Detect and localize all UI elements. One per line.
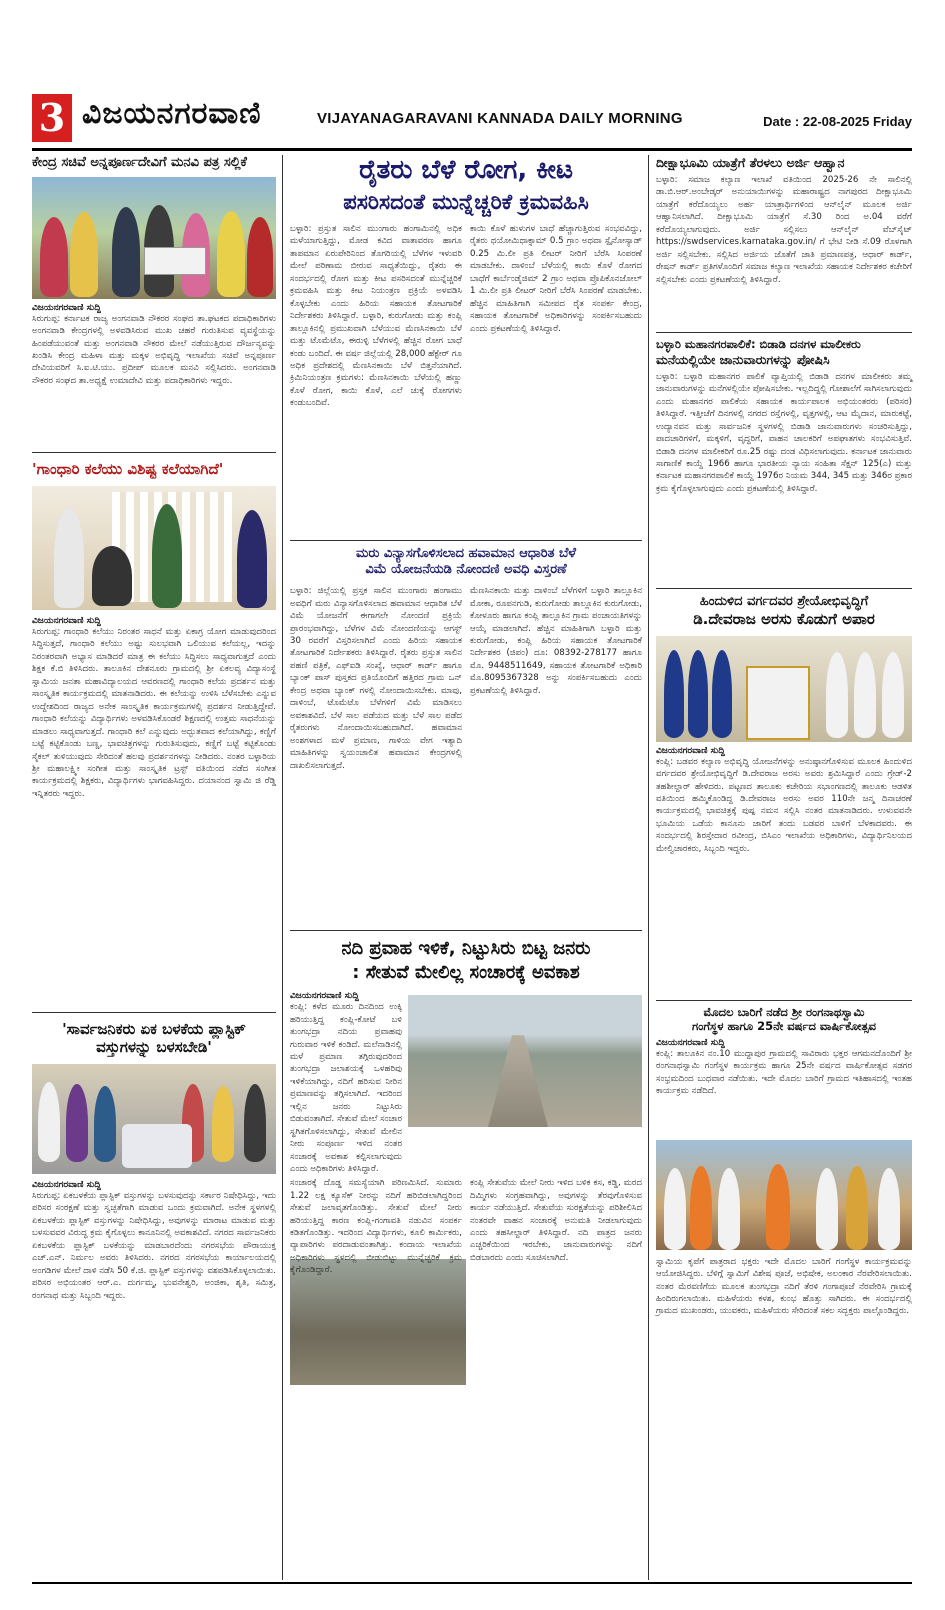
dateline: Date : 22-08-2025 Friday	[763, 114, 912, 129]
article-body-intro: ಕಂಪ್ಲಿ: ಕಳೆದ ಮೂರು ದಿನದಿಂದ ಉಕ್ಕಿ ಹರಿಯುತ್ತಿದ್ದ ಕಂಪ್ಲಿ-ಕೋಟೆ ಬಳಿ ತುಂಗಭದ್ರಾ ನದಿಯ ಪ್ರವಾಹವು ಗುರುವಾರ ಇಳಿಕೆ ಕಂಡಿದೆ. ಮಲೆನಾಡಿನಲ್ಲಿ ಮಳೆ ಪ್ರಮಾಣ ತಗ್ಗಿರುವುದರಿಂದ ತುಂಗಭದ್ರಾ ಜಲಾಶಯಕ್ಕೆ ಒಳಹರಿವು ಇಳಿಕೆಯಾಗಿದ್ದು, ನದಿಗೆ ಹರಿಸುವ ನೀರಿನ ಪ್ರಮಾಣವನ್ನು ತಗ್ಗಿಸಲಾಗಿದೆ. ಇದರಿಂದ ಇಲ್ಲಿನ ಜನರು ನಿಟ್ಟುಸಿರು ಬಿಡುವಂತಾಗಿದೆ. ಸೇತುವೆ ಮೇಲೆ ಸಂಚಾರ ಸ್ಥಗಿತಗೊಳಿಸಲಾಗಿದ್ದು, ಸೇತುವೆ ಮೇಲಿನ ನೀರು ಸಂಪೂರ್ಣ ಇಳಿದ ನಂತರ ಸಂಚಾರಕ್ಕೆ ಅವಕಾಶ ಕಲ್ಪಿಸಲಾಗುವುದು ಎಂದು ಅಧಿಕಾರಿಗಳು ತಿಳಿಸಿದ್ದಾರೆ.	[290, 1002, 402, 1175]
brand-logo-kannada: ವಿಜಯನಗರವಾಣಿ	[82, 96, 262, 131]
column-divider-right	[648, 155, 649, 1580]
headline-line2: ಗಂಗೆಸ್ಥಳ ಹಾಗೂ 25ನೇ ವರ್ಷದ ವಾರ್ಷಿಕೋತ್ಸವ	[692, 1018, 876, 1033]
article-stray-cattle	[656, 338, 912, 583]
article-body-col2: ಕಂಪ್ಲಿ ಸೇತುವೆಯ ಮೇಲೆ ನೀರು ಇಳಿದ ಬಳಿಕ ಕಸ, ಕಡ್ಡಿ, ಮರದ ದಿಮ್ಮಿಗಳು ಸಂಗ್ರಹವಾಗಿದ್ದು, ಅವುಗಳನ್ನು ತೆರವುಗೊಳಿಸುವ ಕಾರ್ಯ ನಡೆಯುತ್ತಿದೆ. ಸೇತುವೆಯ ಸುರಕ್ಷತೆಯನ್ನು ಪರಿಶೀಲಿಸಿದ ನಂತರವೇ ವಾಹನ ಸಂಚಾರಕ್ಕೆ ಅನುಮತಿ ನೀಡಲಾಗುವುದು ಎಂದು ತಹಸೀಲ್ದಾರ್ ತಿಳಿಸಿದ್ದಾರೆ. ನದಿ ಪಾತ್ರದ ಜನರು ಎಚ್ಚರಿಕೆಯಿಂದ ಇರಬೇಕು, ಜಾನುವಾರುಗಳನ್ನು ನದಿಗೆ ಬಿಡಬಾರದು ಎಂದು ಸೂಚಿಸಲಾಗಿದೆ.	[470, 1178, 642, 1263]
article-body-col2: ಕಾಯಿ ಕೊಳೆ ಹುಳುಗಳ ಬಾಧೆ ಹೆಚ್ಚಾಗುತ್ತಿರುವ ಸಂಭವವಿದ್ದು, ರೈತರು ಥಯೋಮಿಥಾಕ್ಸಾಮ್ 0.5 ಗ್ರಾಂ ಅಥವಾ ಸ್ಪೈನೋಸ್ಯಾಡ್ 0.25 ಮಿ.ಲೀ ಪ್ರತಿ ಲೀಟರ್ ನೀರಿಗೆ ಬೆರೆಸಿ ಸಿಂಪರಣೆ ಮಾಡಬೇಕು. ದಾಳಿಂಬೆ ಬೆಳೆಯಲ್ಲಿ ಕಾಯಿ ಕೊಳೆ ರೋಗದ ಬಾಧೆಗೆ ಕಾರ್ಬೆಂಡೈಜಿಮ್ 2 ಗ್ರಾಂ ಅಥವಾ ಪ್ರೊಪಿಕೊನಜೋಲ್ 1 ಮಿ.ಲೀ ಪ್ರತಿ ಲೀಟರ್ ನೀರಿಗೆ ಬೆರೆಸಿ ಸಿಂಪರಣೆ ಮಾಡಬೇಕು. ಹೆಚ್ಚಿನ ಮಾಹಿತಿಗಾಗಿ ಸಮೀಪದ ರೈತ ಸಂಪರ್ಕ ಕೇಂದ್ರ, ಸಹಾಯಕ ತೋಟಗಾರಿಕೆ ಅಧಿಕಾರಿಗಳನ್ನು ಸಂಪರ್ಕಿಸಬಹುದು ಎಂದು ಪ್ರಕಟಣೆಯಲ್ಲಿ ತಿಳಿಸಿದ್ದಾರೆ.	[470, 224, 642, 334]
byline: ವಿಜಯನಗರವಾಣಿ ಸುದ್ದಿ	[32, 1180, 101, 1190]
headline-line1: ಮರು ವಿನ್ಯಾಸಗೊಳಿಸಲಾದ ಹವಾಮಾನ ಆಧಾರಿತ ಬೆಳೆ	[355, 546, 577, 561]
article-body-intro: ಕಂಪ್ಲಿ: ತಾಲೂಕಿನ ನಂ.10 ಮುದ್ದಾಪುರ ಗ್ರಾಮದಲ್ಲಿ ಸಾವಿರಾರು ಭಕ್ತರ ಆಗಮನದೊಂದಿಗೆ ಶ್ರೀ ರಂಗನಾಥಸ್ವಾಮಿ ಗಂಗೆಸ್ಥಳ ಕಾರ್ಯಕ್ರಮ ಹಾಗೂ 25ನೇ ವರ್ಷದ ವಾರ್ಷಿಕೋತ್ಸವ ಸಡಗರ ಸಂಭ್ರಮದಿಂದ ಬುಧವಾರ ನಡೆಯಿತು. ಇದೇ ಮೊದಲ ಬಾರಿಗೆ ಗ್ರಾಮದ ಇತಿಹಾಸದಲ್ಲಿ ಇಂತಹ ಕಾರ್ಯಕ್ರಮ ನಡೆದಿದೆ.	[656, 1048, 912, 1096]
byline: ವಿಜಯನಗರವಾಣಿ ಸುದ್ದಿ	[32, 302, 101, 313]
section-divider	[656, 1000, 912, 1001]
masthead	[32, 92, 912, 151]
headline-line2: ವಿಮೆ ಯೋಜನೆಯಡಿ ನೋಂದಣಿ ಅವಧಿ ವಿಸ್ತರಣೆ	[365, 561, 567, 577]
headline-line2: ಡಿ.ದೇವರಾಜ ಅರಸು ಕೊಡುಗೆ ಅಪಾರ	[693, 609, 875, 628]
photo-devaraj-urs-event	[656, 636, 912, 742]
article-crop-insurance	[290, 546, 642, 915]
headline-line1: ಬಳ್ಳಾರಿ ಮಹಾನಗರಪಾಲಿಕೆ: ಬಿಡಾಡಿ ದನಗಳ ಮಾಲೀಕರು	[656, 337, 861, 351]
article-body-col1: ಸಂಚಾರಕ್ಕೆ ದೊಡ್ಡ ಸಮಸ್ಯೆಯಾಗಿ ಪರಿಣಮಿಸಿದೆ. ಸುಮಾರು 1.22 ಲಕ್ಷ ಕ್ಯೂಸೆಕ್ ನೀರನ್ನು ನದಿಗೆ ಹರಿಬಿಡಲಾಗಿದ್ದರಿಂದ ಸೇತುವೆ ಜಲಾವೃತಗೊಂಡಿತ್ತು. ಸೇತುವೆ ಮೇಲೆ ನೀರು ಹರಿಯುತ್ತಿದ್ದ ಕಾರಣ ಕಂಪ್ಲಿ-ಗಂಗಾವತಿ ನಡುವಿನ ಸಂಪರ್ಕ ಕಡಿತಗೊಂಡಿತ್ತು. ಇದರಿಂದ ವಿದ್ಯಾರ್ಥಿಗಳು, ಕೂಲಿ ಕಾರ್ಮಿಕರು, ವ್ಯಾಪಾರಿಗಳು ಪರದಾಡುವಂತಾಗಿತ್ತು. ಕಂದಾಯ ಇಲಾಖೆಯ ಅಧಿಕಾರಿಗಳು ಸ್ಥಳದಲ್ಲಿ ಬೀಡುಬಿಟ್ಟು ಮುನ್ನೆಚ್ಚರಿಕೆ ಕ್ರಮ ಕೈಗೊಂಡಿದ್ದಾರೆ.	[290, 1178, 462, 1276]
article-body-col2: ಮೆಣಸಿನಕಾಯಿ ಮತ್ತು ದಾಳಿಂಬೆ ಬೆಳೆಗಳಿಗೆ ಬಳ್ಳಾರಿ ತಾಲ್ಲೂಕಿನ ಮೋಕಾ, ರೂಪನಗುಡಿ, ಕುರುಗೋಡು ತಾಲ್ಲೂಕಿನ ಕುರುಗೋಡು, ಕೋಳೂರು ಹಾಗೂ ಕಂಪ್ಲಿ ತಾಲ್ಲೂಕಿನ ಗ್ರಾಮ ಪಂಚಾಯತಿಗಳನ್ನು ಆಯ್ಕೆ ಮಾಡಲಾಗಿದೆ. ಹೆಚ್ಚಿನ ಮಾಹಿತಿಗಾಗಿ ಬಳ್ಳಾರಿ ಮತ್ತು ಕುರುಗೋಡು, ಕಂಪ್ಲಿ ಹಿರಿಯ ಸಹಾಯಕ ತೋಟಗಾರಿಕೆ ನಿರ್ದೇಶಕರ (ಜಿಪಂ) ದೂ: 08392-278177 ಹಾಗೂ ಮೊ. 9448511649, ಸಹಾಯಕ ತೋಟಗಾರಿಕೆ ಅಧಿಕಾರಿ ಮೊ.8095367328 ಅನ್ನು ಸಂಪರ್ಕಿಸಬಹುದು ಎಂದು ಪ್ರಕಟಣೆಯಲ್ಲಿ ತಿಳಿಸಿದ್ದಾರೆ.	[470, 586, 642, 696]
photo-gandhari-art	[32, 486, 276, 610]
article-body: ಸಿರುಗುಪ್ಪ: ಏಕಬಳಕೆಯ ಪ್ಲಾಸ್ಟಿಕ್ ವಸ್ತುಗಳನ್ನು ಬಳಸುವುದನ್ನು ಸರ್ಕಾರ ನಿಷೇಧಿಸಿದ್ದು, ಇದು ಪರಿಸರ ಸಂರಕ್ಷಣೆ ಮತ್ತು ಸ್ವಚ್ಛತೆಗಾಗಿ ಮಾಡುವ ಒಂದು ಕ್ರಮವಾಗಿದೆ. ಅನೇಕ ಸ್ಥಳಗಳಲ್ಲಿ ಏಕಬಳಕೆಯ ಪ್ಲಾಸ್ಟಿಕ್ ವಸ್ತುಗಳನ್ನು ನಿಷೇಧಿಸಿದ್ದು, ಅವುಗಳನ್ನು ಮಾರಾಟ ಮಾಡುವ ಮತ್ತು ಬಳಸುವವರ ವಿರುದ್ಧ ಕ್ರಮ ಕೈಗೊಳ್ಳಲು ಕಾನೂನಿನಲ್ಲಿ ಅವಕಾಶವಿದೆ. ನಗರದ ಸಾರ್ವಜನಿಕರು ಏಕಬಳಕೆಯ ಪ್ಲಾಸ್ಟಿಕ್ ಬಳಕೆಯನ್ನು ಮಾಡಬಾರದೆಂದು ನಗರಸಭೆಯ ಪೌರಾಯುಕ್ತ ಎಚ್.ಎನ್. ನಿರ್ಮಲ ಅವರು ತಿಳಿಸಿದರು. ನಗರದ ನಗರಸಭೆಯ ಕಾರ್ಯಾಲಯದಲ್ಲಿ ಅಂಗಡಿಗಳ ಮೇಲೆ ದಾಳಿ ನಡೆಸಿ 50 ಕೆ.ಜಿ. ಪ್ಲಾಸ್ಟಿಕ್ ವಸ್ತುಗಳನ್ನು ವಶಪಡಿಸಿಕೊಳ್ಳಲಾಯಿತು. ಪರಿಸರ ಅಭಿಯಂತರ ಆರ್.ಎ. ದುರ್ಗಮ್ಮ, ಭುವನೇಶ್ವರಿ, ಅಂಜಿಕಾ, ಶೃತಿ, ಸಮಿತ್ರ, ರಂಗನಾಥ ಮತ್ತು ಸಿಬ್ಬಂದಿ ಇದ್ದರು.	[32, 1191, 276, 1301]
article-gandhari-art	[32, 460, 276, 994]
article-crop-disease-lead	[290, 155, 642, 523]
headline: 'ಗಾಂಧಾರಿ ಕಲೆಯು ವಿಶಿಷ್ಟ ಕಲೆಯಾಗಿದೆ'	[32, 460, 224, 478]
headline: ದೀಕ್ಷಾಭೂಮಿ ಯಾತ್ರೆಗೆ ತೆರಳಲು ಅರ್ಜಿ ಆಹ್ವಾನ	[656, 155, 845, 170]
article-body: ಕಂಪ್ಲಿ: ಬಡವರ ಕಲ್ಯಾಣ ಅಭಿವೃದ್ಧಿ ಯೋಜನೆಗಳನ್ನು ಅನುಷ್ಠಾನಗೊಳಿಸುವ ಮೂಲಕ ಹಿಂದುಳಿದ ವರ್ಗದವರ ಶ್ರೇಯೋಭಿವೃದ್ಧಿಗೆ ಡಿ.ದೇವರಾಜ ಅರಸು ಅವರು ಶ್ರಮಿಸಿದ್ದಾರೆ ಎಂದು ಗ್ರೇಡ್-2 ತಹಶೀಲ್ದಾರ್ ಹೇಳಿದರು. ಪಟ್ಟಣದ ತಾಲೂಕು ಕಚೇರಿಯ ಸಭಾಂಗಣದಲ್ಲಿ ತಾಲೂಕು ಆಡಳಿತ ವತಿಯಿಂದ ಹಮ್ಮಿಕೊಂಡಿದ್ದ ಡಿ.ದೇವರಾಜ ಅರಸು ಅವರ 110ನೇ ಜನ್ಮ ದಿನಾಚರಣೆ ಕಾರ್ಯಕ್ರಮದಲ್ಲಿ ಭಾವಚಿತ್ರಕ್ಕೆ ಪುಷ್ಪ ನಮನ ಸಲ್ಲಿಸಿ ನಂತರ ಮಾತನಾಡಿದರು. ಉಳುವವನೇ ಭೂಮಿಯ ಒಡೆಯ ಕಾನೂನು ಜಾರಿಗೆ ತಂದು ಬಡವರ ಬಾಳಿಗೆ ಬೆಳಕಾದವರು. ಈ ಸಂದರ್ಭದಲ್ಲಿ ಶಿರಸ್ತೇದಾರ ರವೀಂದ್ರ, ಬಿಸಿಎಂ ಇಲಾಖೆಯ ಅಧಿಕಾರಿಗಳು, ವಿದ್ಯಾರ್ಥಿನಿಲಯದ ಮೇಲ್ವಿಚಾರಕರು, ಸಿಬ್ಬಂದಿ ಇದ್ದರು.	[656, 756, 912, 854]
article-body: ಸಿರುಗುಪ್ಪ: ಗಾಂಧಾರಿ ಕಲೆಯು ನಿರಂತರ ಸಾಧನೆ ಮತ್ತು ಏಕಾಗ್ರ ಯೋಗ ಮಾಡುವುದರಿಂದ ಸಿದ್ಧಿಸುತ್ತದೆ, ಗಾಂಧಾರಿ ಕಲೆಯು ಅಷ್ಟು ಸುಲಭವಾಗಿ ಒಲಿಯುವ ಕಲೆಯಲ್ಲ, ಇದನ್ನು ನಿರಂತರವಾಗಿ ಅಭ್ಯಾಸ ಮಾಡಿದರೆ ಮಾತ್ರ ಈ ಕಲೆಯು ಸಿದ್ಧಿಸಲು ಸಾಧ್ಯವಾಗುತ್ತದೆ ಎಂದು ಶಿಕ್ಷಕ ಕೆ.ಬಿ ತಿಳಿಸಿದರು. ತಾಲೂಕಿನ ದೇಶನೂರು ಗ್ರಾಮದಲ್ಲಿ ಶ್ರೀ ಏಕಲವ್ಯ ವಿದ್ಯಾಸಂಸ್ಥೆ ಸ್ವಾಮಿಯ ಜನತಾ ಮಹಾವಿದ್ಯಾಲಯದ ಆವರಣದಲ್ಲಿ ಗಾಂಧಾರಿ ಕಲೆಯ ಪ್ರದರ್ಶನ ಮತ್ತು ಸಾಂಸ್ಕೃತಿಕ ಕಾರ್ಯಕ್ರಮದಲ್ಲಿ ಮಾತನಾಡಿದರು. ಈ ಕಲೆಯನ್ನು ಉಳಿಸಿ ಬೆಳೆಸಬೇಕು ಎನ್ನುವ ಉದ್ದೇಶದಿಂದ ರಾಜ್ಯದ ಅನೇಕ ಸಾಂಸ್ಕೃತಿಕ ಕಾರ್ಯಕ್ರಮಗಳಲ್ಲಿ ಪ್ರದರ್ಶನ ನೀಡುತ್ತಿದ್ದೇವೆ. ಗಾಂಧಾರಿ ಕಲೆಯನ್ನು ವಿದ್ಯಾರ್ಥಿಗಳು ಅಳವಡಿಸಿಕೊಂಡರೆ ಶಿಕ್ಷಣದಲ್ಲಿ ಉತ್ತಮ ಸಾಧನೆಯನ್ನು ಮಾಡಲು ಸಾಧ್ಯವಾಗುತ್ತದೆ. ಗಾಂಧಾರಿ ಕಲೆ ಎನ್ನುವುದು ಅದ್ಭುತವಾದ ಕಲೆಯಾಗಿದ್ದು, ಕಣ್ಣಿಗೆ ಬಟ್ಟೆ ಕಟ್ಟಿಕೊಂಡು ಬಣ್ಣ, ಭಾವಚಿತ್ರಗಳನ್ನು ಗುರುತಿಸುವುದು, ಕಣ್ಣಿಗೆ ಬಟ್ಟೆ ಕಟ್ಟಿಕೊಂಡು ಸೈಕಲ್ ತುಳಿಯುವುದು ಸೇರಿದಂತೆ ಹಲವು ಪ್ರದರ್ಶನಗಳನ್ನು ನೀಡಿದರು. ನಂತರ ಬಳ್ಳಾರಿಯ ಶ್ರೀ ಮಹಾಲಕ್ಷ್ಮೀ ಸಂಗೀತ ಮತ್ತು ಸಾಂಸ್ಕೃತಿಕ ಟ್ರಸ್ಟ್ ವತಿಯಿಂದ ನಡೆದ ಸಂಗೀತ ಕಾರ್ಯಕ್ರಮದಲ್ಲಿ ಶಿಕ್ಷಕರು, ವಿದ್ಯಾರ್ಥಿಗಳು ಭಾಗವಹಿಸಿದ್ದರು. ದಯಾನಂದ ಸ್ವಾಮಿ ಜಿ ರೆಡ್ಡಿ ಇನ್ನಿತರರು ಇದ್ದರು.	[32, 627, 276, 799]
photo-memorandum	[32, 177, 276, 299]
section-divider	[290, 540, 642, 541]
photo-ranganathaswamy-devotees	[656, 1140, 912, 1250]
page-number-badge: 3	[32, 94, 72, 142]
section-divider	[656, 332, 912, 333]
article-body: ಸಿರುಗುಪ್ಪ: ಕರ್ನಾಟಕ ರಾಜ್ಯ ಅಂಗನವಾಡಿ ನೌಕರರ ಸಂಘದ ತಾ.ಘಟಕದ ಪದಾಧಿಕಾರಿಗಳು ಅಂಗನವಾಡಿ ಕೇಂದ್ರಗಳಲ್ಲಿ ಅಳವಡಿಸಿರುವ ಮುಖ ಚಹರೆ ಗುರುತಿಸುವ ವ್ಯವಸ್ಥೆಯನ್ನು ಹಿಂಪಡೆಯುವಂತೆ ಮತ್ತು ಅಂಗನವಾಡಿ ನೌಕರರ ಮೇಲೆ ನಡೆಯುತ್ತಿರುವ ದೌರ್ಜನ್ಯವನ್ನು ಖಂಡಿಸಿ ಕೇಂದ್ರ ಮಹಿಳಾ ಮತ್ತು ಮಕ್ಕಳ ಅಭಿವೃದ್ಧಿ ಇಲಾಖೆಯ ಸಚಿವೆ ಅನ್ನಪೂರ್ಣ ದೇವಿಯವರಿಗೆ ಸಿ.ಐ.ಟಿ.ಯು. ಪ್ರದೀಪ್ ಮೂಲಕ ಮನವಿ ಸಲ್ಲಿಸಿದರು. ಅಂಗನವಾಡಿ ನೌಕರರ ಸಂಘದ ತಾ.ಅಧ್ಯಕ್ಷೆ ಉಮಾದೇವಿ ಮತ್ತು ಪದಾಧಿಕಾರಿಗಳು ಇದ್ದರು.	[32, 313, 276, 386]
headline-line2: ಮನೆಯಲ್ಲಿಯೇ ಜಾನುವಾರುಗಳನ್ನು ಪೋಷಿಸಿ	[656, 351, 830, 367]
article-devaraj-urs	[656, 594, 912, 986]
byline: ವಿಜಯನಗರವಾಣಿ ಸುದ್ದಿ	[656, 1037, 725, 1048]
brand-name-english: VIJAYANAGARAVANI KANNADA DAILY MORNING	[317, 110, 683, 127]
headline: ಕೇಂದ್ರ ಸಚಿವೆ ಅನ್ನಪೂರ್ಣದೇವಿಗೆ ಮನವಿ ಪತ್ರ ಸಲ್ಲಿಕೆ	[32, 155, 247, 170]
section-divider	[290, 930, 642, 931]
headline-line1: ಹಿಂದುಳಿದ ವರ್ಗದವರ ಶ್ರೇಯೋಭಿವೃದ್ಧಿಗೆ	[699, 594, 869, 609]
section-divider	[32, 1012, 276, 1013]
article-body: ಬಳ್ಳಾರಿ: ಬಳ್ಳಾರಿ ಮಹಾನಗರ ಪಾಲಿಕೆ ವ್ಯಾಪ್ತಿಯಲ್ಲಿ ಬಿಡಾಡಿ ದನಗಳ ಮಾಲೀಕರು ತಮ್ಮ ಜಾನುವಾರುಗಳನ್ನು ಮನೆಗಳಲ್ಲಿಯೇ ಪೋಷಿಸಬೇಕು. ಇಲ್ಲದಿದ್ದಲ್ಲಿ ಗೋಶಾಲೆಗೆ ಸಾಗಿಸಲಾಗುವುದು ಎಂದು ಮಹಾನಗರ ಪಾಲಿಕೆಯ ಸಹಾಯಕ ಕಾರ್ಯಪಾಲಕ ಅಭಿಯಂತರರು (ಪರಿಸರ) ತಿಳಿಸಿದ್ದಾರೆ. ಇತ್ತೀಚೆಗೆ ದಿನಗಳಲ್ಲಿ ನಗರದ ರಸ್ತೆಗಳಲ್ಲಿ, ವೃತ್ತಗಳಲ್ಲಿ, ಆಟ ಮೈದಾನ, ಮಾರುಕಟ್ಟೆ, ಉದ್ಯಾನವನ ಮತ್ತು ಸಾರ್ವಜನಿಕ ಸ್ಥಳಗಳಲ್ಲಿ ಬಿಡಾಡಿ ಜಾನುವಾರುಗಳು ಸಂಚರಿಸುತ್ತಿದ್ದು, ಪಾದಚಾರಿಗಳಿಗೆ, ಮಕ್ಕಳಿಗೆ, ವೃದ್ಧರಿಗೆ, ವಾಹನ ಚಾಲಕರಿಗೆ ಅಪಘಾತಗಳು ಸಂಭವಿಸುತ್ತಿವೆ. ಬಿಡಾಡಿ ದನಗಳ ಮಾಲೀಕರಿಗೆ ರೂ.25 ರಷ್ಟು ದಂಡ ವಿಧಿಸಲಾಗುವುದು. ಕರ್ನಾಟಕ ಜಾನುವಾರು ಸಾಗಾಣಿಕೆ ಕಾಯ್ದೆ 1966 ಹಾಗೂ ಭಾರತೀಯ ನ್ಯಾಯ ಸಂಹಿತಾ ಸೆಕ್ಷನ್ 125(ಎ) ಮತ್ತು ಕರ್ನಾಟಕ ಮಹಾನಗರಪಾಲಿಕೆ ಕಾಯ್ದೆ 1976ರ ನಿಯಮ 344, 345 ಮತ್ತು 346ರ ಪ್ರಕಾರ ಕ್ರಮ ಕೈಗೊಳ್ಳಲಾಗುವುದು ಎಂದು ಪ್ರಕಟಣೆಯಲ್ಲಿ ತಿಳಿಸಿದ್ದಾರೆ.	[656, 371, 912, 494]
byline: ವಿಜಯನಗರವಾಣಿ ಸುದ್ದಿ	[32, 616, 101, 626]
page-bottom-rule	[32, 1582, 912, 1584]
section-divider	[32, 452, 276, 453]
article-ranganathaswamy	[656, 1006, 912, 1464]
article-body: ಸ್ವಾಮಿಯ ಕೃಪೆಗೆ ಪಾತ್ರರಾದ ಭಕ್ತರು ಇದೇ ಮೊದಲ ಬಾರಿಗೆ ಗಂಗೆಸ್ಥಳ ಕಾರ್ಯಕ್ರಮವನ್ನು ಆಯೋಜಿಸಿದ್ದರು. ಬೆಳಿಗ್ಗೆ ಸ್ವಾಮಿಗೆ ವಿಶೇಷ ಪೂಜೆ, ಅಭಿಷೇಕ, ಅಲಂಕಾರ ನೆರವೇರಿಸಲಾಯಿತು. ನಂತರ ಮೆರವಣಿಗೆಯ ಮೂಲಕ ತುಂಗಭದ್ರಾ ನದಿಗೆ ತೆರಳಿ ಗಂಗಾಪೂಜೆ ನೆರವೇರಿಸಿ ಗ್ರಾಮಕ್ಕೆ ಹಿಂದಿರುಗಲಾಯಿತು. ಮಹಿಳೆಯರು ಕಳಶ, ಕುಂಭ ಹೊತ್ತು ಸಾಗಿದರು. ಈ ಸಂದರ್ಭದಲ್ಲಿ ಗ್ರಾಮದ ಮುಖಂಡರು, ಯುವಕರು, ಮಹಿಳೆಯರು ಸೇರಿದಂತೆ ಸಕಲ ಸದ್ಭಕ್ತರು ಪಾಲ್ಗೊಂಡಿದ್ದರು.	[656, 1256, 912, 1317]
article-body-col1: ಬಳ್ಳಾರಿ: ಜಿಲ್ಲೆಯಲ್ಲಿ ಪ್ರಸ್ತಕ ಸಾಲಿನ ಮುಂಗಾರು ಹಂಗಾಮು ಅವಧಿಗೆ ಮರು ವಿನ್ಯಾಸಗೊಳಿಸಲಾದ ಹವಾಮಾನ ಆಧಾರಿತ ಬೆಳೆ ವಿಮೆ ಯೋಜನೆಗೆ ಈಗಾಗಲೇ ನೋಂದಣಿ ಪ್ರಕ್ರಿಯೆ ಪ್ರಾರಂಭವಾಗಿದ್ದು, ಬೆಳೆಗಳ ವಿಮೆ ನೋಂದಣಿಯನ್ನು ಆಗಸ್ಟ್ 30 ರವರೆಗೆ ವಿಸ್ತರಿಸಲಾಗಿದೆ ಎಂದು ಹಿರಿಯ ಸಹಾಯಕ ತೋಟಗಾರಿಕೆ ನಿರ್ದೇಶಕರು ತಿಳಿಸಿದ್ದಾರೆ. ರೈತರು ಪ್ರಸ್ತುತ ಸಾಲಿನ ಪಹಣಿ ಪತ್ರಿಕೆ, ಎಫ್ಐಡಿ ಸಂಖ್ಯೆ, ಆಧಾರ್ ಕಾರ್ಡ್ ಹಾಗೂ ಬ್ಯಾಂಕ್ ಪಾಸ್ ಪುಸ್ತಕದ ಪ್ರತಿಯೊಂದಿಗೆ ಹತ್ತಿರದ ಗ್ರಾಮ ಒನ್ ಕೇಂದ್ರ ಅಥವಾ ಬ್ಯಾಂಕ್ ಗಳಲ್ಲಿ ನೋಂದಾಯಿಸಬೇಕು. ಮಾವು, ದಾಳಿಂಬೆ, ಟೊಮೆಟೊ ಬೆಳೆಗಳಿಗೆ ವಿಮೆ ಮಾಡಿಸಲು ಅವಕಾಶವಿದೆ. ಬೆಳೆ ಸಾಲ ಪಡೆಯದ ಮತ್ತು ಬೆಳೆ ಸಾಲ ಪಡೆದ ರೈತರುಗಳು ನೋಂದಾಯಿಸಬಹುದಾಗಿದೆ. ಹವಾಮಾನ ಅಂಶಗಳಾದ ಮಳೆ ಪ್ರಮಾಣ, ಗಾಳಿಯ ವೇಗ ಇತ್ಯಾದಿ ಮಾಹಿತಿಗಳನ್ನು ಸ್ವಯಂಚಾಲಿತ ಹವಾಮಾನ ಕೇಂದ್ರಗಳಲ್ಲಿ ದಾಖಲಿಸಲಾಗುತ್ತದೆ.	[290, 586, 462, 771]
photo-plastic-seizure	[32, 1064, 276, 1174]
article-river-flood	[290, 938, 642, 1385]
article-plastic-ban	[32, 1020, 276, 1530]
headline: 'ಸಾರ್ವಜನಿಕರು ಏಕ ಬಳಕೆಯ ಪ್ಲಾಸ್ಟಿಕ್ ವಸ್ತುಗಳನ್ನು ಬಳಸಬೇಡಿ'	[62, 1020, 246, 1056]
section-divider	[656, 588, 912, 589]
byline: ವಿಜಯನಗರವಾಣಿ ಸುದ್ದಿ	[656, 745, 725, 756]
photo-submerged-bridge	[408, 995, 642, 1127]
article-body: ಬಳ್ಳಾರಿ: ಸಮಾಜ ಕಲ್ಯಾಣ ಇಲಾಖೆ ವತಿಯಿಂದ 2025-26 ನೇ ಸಾಲಿನಲ್ಲಿ ಡಾ.ಬಿ.ಆರ್.ಅಂಬೇಡ್ಕರ್ ಅನುಯಾಯಿಗಳನ್ನು ಮಹಾರಾಷ್ಟ್ರದ ನಾಗಪುರದ ದೀಕ್ಷಾಭೂಮಿ ಯಾತ್ರೆಗೆ ಕರೆದೊಯ್ಯಲು ಅರ್ಹ ಯಾತ್ರಾರ್ಥಿಗಳಿಂದ ಆನ್‌ಲೈನ್ ಮೂಲಕ ಅರ್ಜಿ ಆಹ್ವಾನಿಸಲಾಗಿದೆ. ದೀಕ್ಷಾಭೂಮಿ ಯಾತ್ರೆಗೆ ಸೆ.30 ರಿಂದ ಅ.04 ವರೆಗೆ ಕರೆದೊಯ್ಯಲಾಗುವುದು. ಅರ್ಜಿ ಸಲ್ಲಿಸಲು ಆನ್‌ಲೈನ್ ವೆಬ್‌ಸೈಟ್ https://swdservices.karnataka.gov.in/ ಗೆ ಭೇಟಿ ನೀಡಿ ಸೆ.09 ರೊಳಗಾಗಿ ಅರ್ಜಿ ಸಲ್ಲಿಸಬೇಕು. ಸಲ್ಲಿಸಿದ ಅರ್ಜಿಯ ಜೊತೆಗೆ ಜಾತಿ ಪ್ರಮಾಣಪತ್ರ, ಆಧಾರ್ ಕಾರ್ಡ್, ರೇಷನ್ ಕಾರ್ಡ್ ಪ್ರತಿಗಳೊಂದಿಗೆ ಸಮಾಜ ಕಲ್ಯಾಣ ಇಲಾಖೆಯ ಸಹಾಯಕ ನಿರ್ದೇಶಕರ ಕಚೇರಿಗೆ ಸಲ್ಲಿಸಬೇಕು ಎಂದು ಪ್ರಕಟಣೆಯಲ್ಲಿ ತಿಳಿಸಿದ್ದಾರೆ.	[656, 175, 912, 285]
headline-line1: ಮೊದಲ ಬಾರಿಗೆ ನಡೆದ ಶ್ರೀ ರಂಗನಾಥಸ್ವಾಮಿ	[703, 1005, 865, 1019]
byline: ವಿಜಯನಗರವಾಣಿ ಸುದ್ದಿ	[290, 991, 359, 1002]
lead-headline-line2: ಪಸರಿಸದಂತೆ ಮುನ್ನೆಚ್ಚರಿಕೆ ಕ್ರಮವಹಿಸಿ	[343, 190, 589, 214]
photo-debris-on-bridge	[290, 1259, 466, 1385]
article-deekshabhoomi	[656, 155, 912, 322]
column-divider-left	[282, 155, 283, 1580]
article-memorandum	[32, 155, 276, 411]
headline-line1: ನದಿ ಪ್ರವಾಹ ಇಳಿಕೆ, ನಿಟ್ಟುಸಿರು ಬಿಟ್ಟ ಜನರು	[341, 938, 591, 959]
headline-line2: : ಸೇತುವೆ ಮೇಲಿಲ್ಲ ಸಂಚಾರಕ್ಕೆ ಅವಕಾಶ	[352, 961, 580, 983]
article-body-col1: ಬಳ್ಳಾರಿ: ಪ್ರಸ್ತುತ ಸಾಲಿನ ಮುಂಗಾರು ಹಂಗಾಮಿನಲ್ಲಿ ಅಧಿಕ ಮಳೆಯಾಗುತ್ತಿದ್ದು, ಮೋಡ ಕವಿದ ವಾತಾವರಣ ಹಾಗೂ ತಾಪಮಾನ ಏರುಪೇರಿನಿಂದ ತೊಗರಿಯಲ್ಲಿ ಬೆಳೆಗಳ ಇಳುವರಿ ಮೇಲೆ ಪರಿಣಾಮ ಬೀರುವ ಸಾಧ್ಯತೆಯಿದ್ದು, ರೈತರು ಈ ಸಂದರ್ಭದಲ್ಲಿ ರೋಗ ಮತ್ತು ಕೀಟ ಪಸರಿಸದಂತೆ ಮುನ್ನೆಚ್ಚರಿಕೆ ಕ್ರಮವಹಿಸಿ ಮತ್ತು ಕೀಟ ನಿಯಂತ್ರಣ ಪ್ರಕ್ರಿಯೆ ಅಳವಡಿಸಿ ಕೊಳ್ಳಬೇಕು ಎಂದು ಹಿರಿಯ ಸಹಾಯಕ ತೋಟಗಾರಿಕೆ ನಿರ್ದೇಶಕರು ತಿಳಿಸಿದ್ದಾರೆ. ಬಳ್ಳಾರಿ, ಕುರುಗೋಡು ಮತ್ತು ಕಂಪ್ಲಿ ತಾಲ್ಲೂಕಿನಲ್ಲಿ ಪ್ರಮುಖವಾಗಿ ಬೆಳೆಯುವ ಮೆಣಸಿನಕಾಯಿ ಬೆಳೆ ಮತ್ತು ಟೊಮೆಟೊ, ಈರುಳ್ಳಿ ಬೆಳೆಗಳಲ್ಲಿ ಹೆಚ್ಚಿನ ರೋಗ ಬಾಧೆ ಕಂಡು ಬಂದಿದೆ. ಈ ವರ್ಷ ಜಿಲ್ಲೆಯಲ್ಲಿ 28,000 ಹೆಕ್ಟೇರ್ ಗೂ ಅಧಿಕ ಪ್ರದೇಶದಲ್ಲಿ ಮೆಣಸಿನಕಾಯಿ ಬೆಳೆ ಬಿತ್ತನೆಯಾಗಿದೆ. ಕ್ರಿಮಿನಿಯಂತ್ರಣ ಕ್ರಮಗಳು: ಮೆಣಸಿನಕಾಯಿ ಬೆಳೆಯಲ್ಲಿ ಹಣ್ಣು ಕೊಳೆ ರೋಗ, ಕಾಯಿ ಕೊಳೆ, ಎಲೆ ಚುಕ್ಕೆ ರೋಗಗಳು ಕಂಡುಬಂದಿವೆ.	[290, 224, 462, 409]
lead-headline-line1: ರೈತರು ಬೆಳೆ ರೋಗ, ಕೀಟ	[359, 155, 573, 185]
